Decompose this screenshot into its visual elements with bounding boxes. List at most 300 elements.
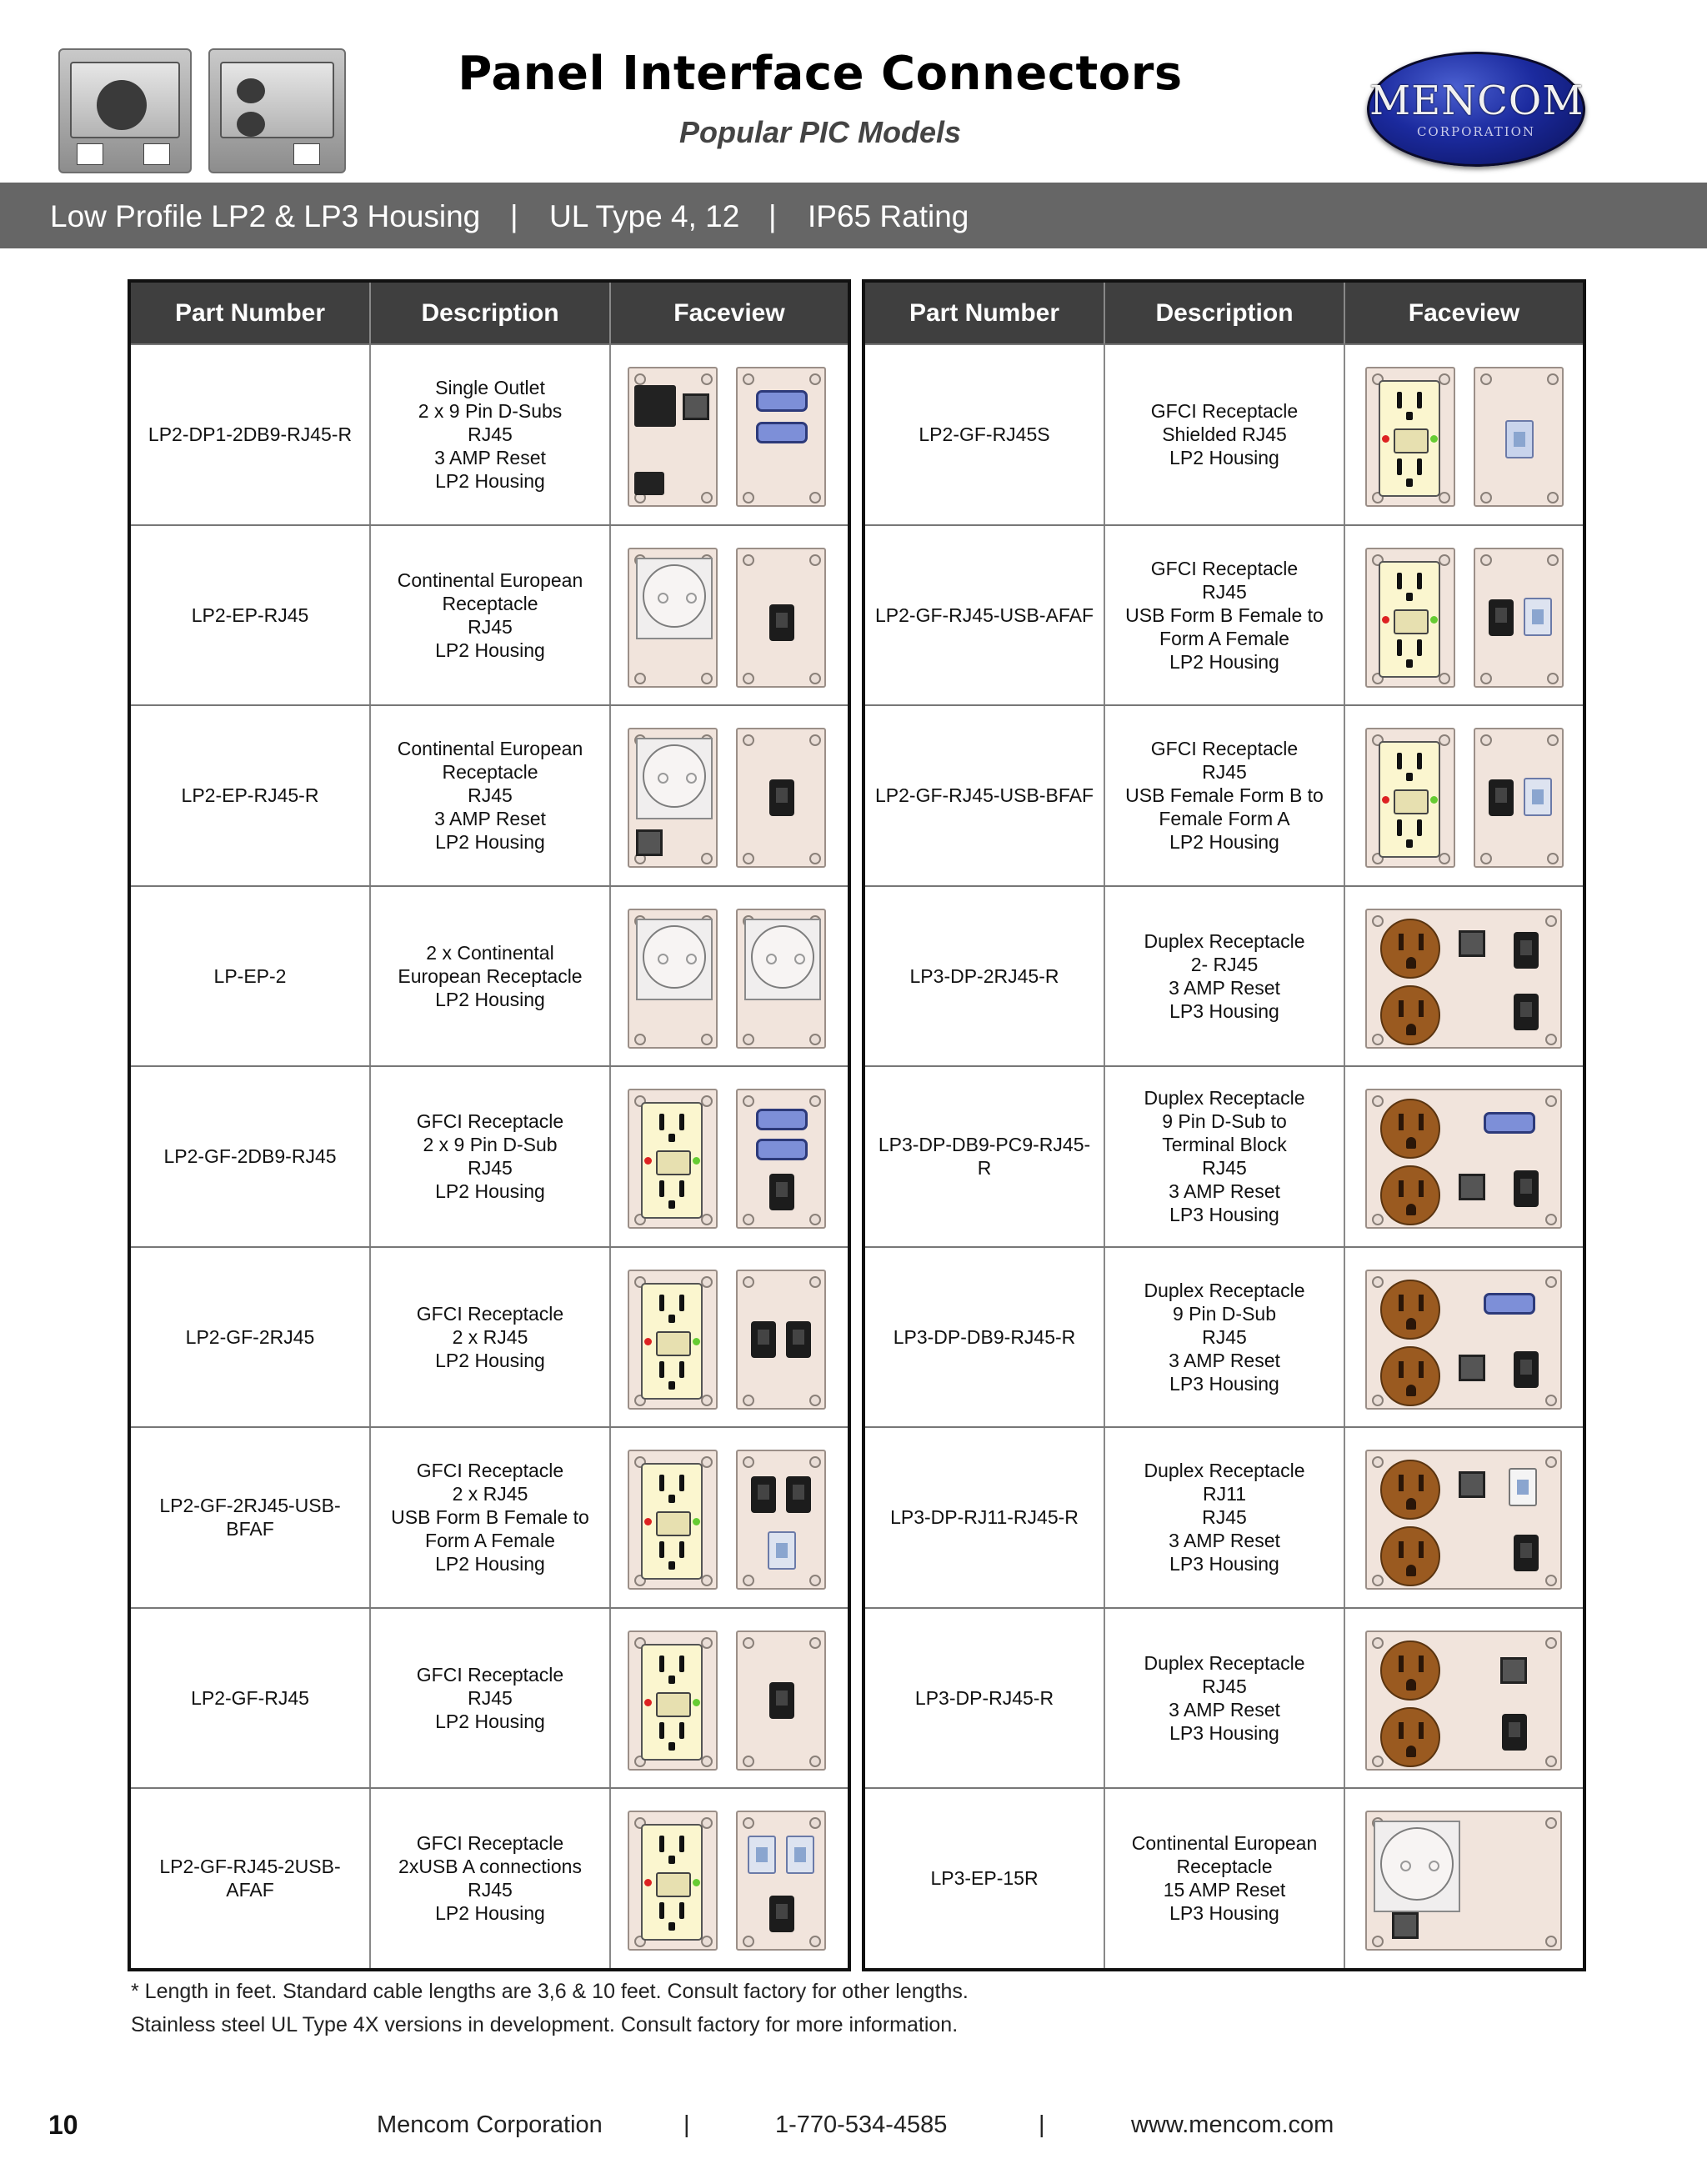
pin-hole: [658, 593, 668, 604]
screw-icon: [1545, 915, 1557, 927]
indicator-green: [693, 1157, 700, 1165]
outlet-slot: [1399, 1180, 1404, 1197]
housing-plate: [1365, 1089, 1562, 1229]
rj11-connector-icon: [1509, 1468, 1537, 1506]
description-line: GFCI Receptacle: [416, 1460, 564, 1482]
screw-icon: [809, 1276, 821, 1288]
screw-icon: [809, 1575, 821, 1586]
screw-icon: [809, 1214, 821, 1225]
description-line: Form A Female: [1159, 627, 1289, 649]
gfci-test-reset-button: [656, 1872, 691, 1897]
screw-icon: [1372, 1034, 1384, 1045]
faceview-cell: [611, 1609, 848, 1788]
description-cell: [371, 1067, 611, 1246]
gfci-test-reset-button: [1394, 789, 1429, 814]
housing-plate: [1474, 728, 1564, 868]
usb-connector-icon: [786, 1836, 814, 1874]
screw-icon: [1545, 1756, 1557, 1767]
db9-connector-icon: [756, 390, 808, 412]
outlet-slot: [1397, 458, 1402, 475]
description-cell: [371, 1609, 611, 1788]
euro-receptacle-icon: [643, 925, 706, 989]
outlet-slot: [668, 1742, 675, 1751]
column-header-part-number: Part Number: [865, 283, 1105, 343]
screw-icon: [701, 1637, 713, 1649]
description-line: Receptacle: [1176, 1856, 1273, 1878]
description-line: Receptacle: [442, 592, 538, 614]
housing-plate: [628, 367, 718, 507]
screw-icon: [809, 734, 821, 746]
screw-icon: [809, 373, 821, 385]
outlet-slot: [1419, 1722, 1424, 1739]
table-row: [865, 1426, 1583, 1607]
outlet-slot: [1397, 392, 1402, 408]
screw-icon: [1372, 1456, 1384, 1468]
outlet-ground: [1406, 1024, 1416, 1035]
screw-icon: [1372, 915, 1384, 927]
outlet-slot: [1406, 412, 1413, 420]
screw-icon: [1545, 1214, 1557, 1225]
reset-icon: [634, 472, 664, 495]
outlet-slot: [659, 1722, 664, 1739]
gfci-receptacle-icon: [641, 1283, 703, 1400]
description-line: USB Female Form B to: [1125, 784, 1324, 807]
description-line: Duplex Receptacle: [1144, 929, 1305, 952]
outlet-slot: [1406, 593, 1413, 601]
housing-plate: [1365, 367, 1455, 507]
description-line: RJ11: [1203, 1483, 1246, 1505]
part-number-cell: LP3-DP-RJ11-RJ45-R: [865, 1428, 1105, 1607]
banner-housing: Low Profile LP2 & LP3 Housing: [50, 199, 481, 233]
outlet-slot: [668, 1495, 675, 1503]
part-number-cell: LP2-EP-RJ45: [131, 526, 371, 705]
description-line: RJ45: [468, 615, 513, 638]
screw-icon: [634, 673, 646, 684]
screw-icon: [743, 1637, 754, 1649]
outlet-slot: [1397, 639, 1402, 656]
duplex-outlet-icon: [1380, 985, 1440, 1045]
gfci-test-reset-button: [656, 1511, 691, 1536]
indicator-red: [1382, 616, 1389, 624]
db9-connector-icon: [1484, 1293, 1535, 1315]
screw-icon: [1372, 1936, 1384, 1947]
housing-plate: [628, 1450, 718, 1590]
outlet-slot: [679, 1656, 684, 1672]
footer-separator: |: [1039, 2111, 1045, 2138]
rj45-connector-icon: [769, 1682, 794, 1719]
pin-hole: [686, 593, 697, 604]
indicator-green: [693, 1338, 700, 1345]
description-line: LP2 Housing: [435, 1902, 545, 1925]
outlet-slot: [668, 1200, 675, 1209]
outlet-slot: [1406, 839, 1413, 848]
screw-icon: [743, 1276, 754, 1288]
description-line: LP2 Housing: [435, 1349, 545, 1371]
duplex-outlet-icon: [1380, 1460, 1440, 1520]
description-cell: [1105, 887, 1345, 1066]
screw-icon: [1545, 1395, 1557, 1406]
outlet-ground: [1406, 1385, 1416, 1396]
description-line: Receptacle: [442, 761, 538, 784]
rj45-connector-icon: [1514, 994, 1539, 1030]
table-header: [865, 283, 1583, 343]
housing-plate: [628, 548, 718, 688]
description-line: 2 x RJ45: [452, 1483, 528, 1505]
housing-plate: [628, 909, 718, 1049]
outlet-slot: [1417, 458, 1422, 475]
description-line: RJ45: [1202, 1325, 1247, 1348]
table-row: [131, 343, 848, 524]
outlet-ground: [1406, 1679, 1416, 1691]
outlet-icon: [634, 385, 676, 427]
part-number-cell: LP2-GF-RJ45: [131, 1609, 371, 1788]
table-row: [131, 704, 848, 885]
pin-hole: [686, 773, 697, 784]
description-line: GFCI Receptacle: [416, 1832, 564, 1855]
faceview-cell: [1345, 1067, 1583, 1246]
reset-button-icon: [636, 829, 663, 856]
housing-plate: [1365, 1270, 1562, 1410]
pin-hole: [658, 773, 668, 784]
screw-icon: [701, 1456, 713, 1468]
outlet-slot: [1399, 1475, 1404, 1491]
description-line: RJ45: [468, 784, 513, 807]
rj45-connector-icon: [1489, 779, 1514, 816]
description-line: LP2 Housing: [435, 831, 545, 854]
part-number-cell: LP2-GF-RJ45-USB-BFAF: [865, 706, 1105, 885]
description-line: LP2 Housing: [1169, 447, 1279, 469]
part-number-cell: LP2-GF-RJ45-USB-AFAF: [865, 526, 1105, 705]
screw-icon: [634, 373, 646, 385]
description-line: European Receptacle: [398, 964, 583, 987]
screw-icon: [1545, 1456, 1557, 1468]
rj45-connector-icon: [1489, 599, 1514, 636]
indicator-red: [1382, 796, 1389, 804]
usb-connector-icon: [768, 1531, 796, 1570]
indicator-green: [693, 1879, 700, 1886]
description-line: LP2 Housing: [435, 639, 545, 661]
outlet-slot: [679, 1295, 684, 1311]
screw-icon: [701, 1214, 713, 1225]
euro-receptacle-frame: [636, 919, 713, 1000]
description-line: Female Form A: [1159, 808, 1290, 830]
table-row: [865, 343, 1583, 524]
housing-plate: [736, 728, 826, 868]
screw-icon: [701, 492, 713, 503]
table-row: [131, 1607, 848, 1788]
outlet-slot: [1417, 639, 1422, 656]
housing-plate: [736, 548, 826, 688]
housing-plate: [628, 1811, 718, 1951]
screw-icon: [743, 373, 754, 385]
faceview-cell: [611, 887, 848, 1066]
screw-icon: [1439, 373, 1450, 385]
housing-plate: [736, 1089, 826, 1229]
faceview-cell: [1345, 706, 1583, 885]
screw-icon: [701, 1034, 713, 1045]
table-row: [865, 524, 1583, 705]
euro-receptacle-icon: [643, 564, 706, 628]
screw-icon: [1372, 1276, 1384, 1288]
description-line: Duplex Receptacle: [1144, 1460, 1305, 1482]
screw-icon: [743, 734, 754, 746]
screw-icon: [743, 1034, 754, 1045]
screw-icon: [809, 1395, 821, 1406]
gfci-test-reset-button: [656, 1150, 691, 1175]
part-number-cell: LP-EP-2: [131, 887, 371, 1066]
duplex-outlet-icon: [1380, 1165, 1440, 1225]
screw-icon: [809, 673, 821, 684]
screw-icon: [1547, 673, 1559, 684]
outlet-slot: [668, 1561, 675, 1570]
outlet-slot: [1419, 1361, 1424, 1378]
screw-icon: [743, 853, 754, 864]
outlet-slot: [679, 1902, 684, 1919]
screw-icon: [743, 1936, 754, 1947]
screw-icon: [1545, 1276, 1557, 1288]
outlet-slot: [659, 1295, 664, 1311]
screw-icon: [743, 554, 754, 566]
outlet-slot: [659, 1361, 664, 1378]
outlet-slot: [659, 1656, 664, 1672]
screw-icon: [1480, 492, 1492, 503]
part-number-cell: LP2-GF-RJ45-2USB-AFAF: [131, 1789, 371, 1968]
description-line: LP2 Housing: [1169, 650, 1279, 673]
description-line: Continental European: [397, 569, 583, 591]
description-line: Duplex Receptacle: [1144, 1087, 1305, 1110]
outlet-ground: [1406, 1498, 1416, 1510]
screw-icon: [701, 1817, 713, 1829]
description-line: Single Outlet: [435, 377, 545, 399]
description-line: Form A Female: [425, 1530, 555, 1552]
faceview-cell: [1345, 887, 1583, 1066]
description-line: LP2 Housing: [435, 1180, 545, 1203]
housing-plate: [1365, 1450, 1562, 1590]
indicator-green: [1430, 616, 1438, 624]
outlet-ground: [1406, 1318, 1416, 1330]
screw-icon: [809, 492, 821, 503]
description-line: RJ45: [1202, 1506, 1247, 1529]
outlet-slot: [668, 1315, 675, 1323]
part-number-cell: LP2-GF-2DB9-RJ45: [131, 1067, 371, 1246]
rj45-connector-icon: [751, 1476, 776, 1513]
outlet-slot: [659, 1475, 664, 1491]
housing-plate: [1365, 909, 1562, 1049]
screw-icon: [809, 853, 821, 864]
table-header: [131, 283, 848, 343]
outlet-slot: [679, 1180, 684, 1197]
housing-plate: [628, 1270, 718, 1410]
logo-name: MENCOM: [1369, 78, 1584, 124]
screw-icon: [1439, 492, 1450, 503]
rj45-connector-icon: [1514, 1351, 1539, 1388]
indicator-green: [1430, 435, 1438, 443]
indicator-red: [644, 1338, 652, 1345]
parts-table-right: [862, 279, 1586, 1971]
description-line: GFCI Receptacle: [416, 1302, 564, 1325]
description-line: RJ45: [1202, 1157, 1247, 1180]
description-line: Shielded RJ45: [1162, 423, 1287, 446]
outlet-slot: [1399, 1722, 1404, 1739]
reset-button-icon: [1392, 1912, 1419, 1939]
db9-connector-icon: [756, 1139, 808, 1160]
description-line: RJ45: [468, 1157, 513, 1180]
faceview-cell: [611, 706, 848, 885]
description-cell: [1105, 1428, 1345, 1607]
footer-separator: |: [683, 2111, 690, 2138]
usb-connector-icon: [1524, 778, 1552, 816]
rj45-connector-icon: [1514, 932, 1539, 969]
outlet-ground: [1406, 1565, 1416, 1576]
shielded-rj45-icon: [1505, 420, 1534, 458]
table-row: [865, 1246, 1583, 1427]
part-number-cell: LP2-GF-2RJ45: [131, 1248, 371, 1427]
screw-icon: [1480, 734, 1492, 746]
description-line: 2 x Continental: [426, 941, 554, 964]
outlet-slot: [1406, 478, 1413, 487]
screw-icon: [743, 673, 754, 684]
page-number: 10: [48, 2110, 78, 2140]
outlet-slot: [1419, 1000, 1424, 1017]
gfci-test-reset-button: [656, 1692, 691, 1717]
rj45-connector-icon: [769, 1174, 794, 1210]
description-line: 3 AMP Reset: [434, 447, 546, 469]
housing-plate: [736, 909, 826, 1049]
duplex-outlet-icon: [1380, 1346, 1440, 1406]
indicator-red: [644, 1879, 652, 1886]
outlet-slot: [659, 1541, 664, 1558]
screw-icon: [701, 1936, 713, 1947]
faceview-cell: [611, 345, 848, 524]
db9-connector-icon: [756, 1109, 808, 1130]
housing-plate: [1365, 548, 1455, 688]
column-header-description: Description: [371, 283, 611, 343]
description-line: 3 AMP Reset: [1169, 1698, 1280, 1721]
description-line: Terminal Block: [1162, 1134, 1287, 1156]
description-line: LP3 Housing: [1169, 1372, 1279, 1395]
pin-hole: [1429, 1861, 1439, 1871]
faceview-cell: [1345, 1428, 1583, 1607]
screw-icon: [1547, 554, 1559, 566]
outlet-slot: [679, 1114, 684, 1130]
table-row: [131, 885, 848, 1066]
screw-icon: [743, 1817, 754, 1829]
euro-receptacle-icon: [643, 744, 706, 808]
description-line: Continental European: [397, 738, 583, 760]
outlet-slot: [1399, 1295, 1404, 1311]
housing-plate: [1474, 367, 1564, 507]
part-number-cell: LP3-DP-RJ45-R: [865, 1609, 1105, 1788]
housing-plate: [736, 1270, 826, 1410]
db9-connector-icon: [1484, 1112, 1535, 1134]
outlet-slot: [679, 1722, 684, 1739]
table-row: [865, 1607, 1583, 1788]
footnote-cable-lengths: * Length in feet. Standard cable lengths are 3,6 & 10 feet. Consult factory for other lengths.: [131, 1980, 969, 2003]
pin-hole: [658, 954, 668, 964]
description-line: 3 AMP Reset: [1169, 1180, 1280, 1203]
description-cell: [371, 345, 611, 524]
outlet-ground: [1406, 957, 1416, 969]
screw-icon: [1439, 673, 1450, 684]
gfci-test-reset-button: [1394, 428, 1429, 453]
pin-hole: [686, 954, 697, 964]
faceview-cell: [1345, 1789, 1583, 1968]
description-cell: [371, 526, 611, 705]
outlet-slot: [659, 1836, 664, 1852]
outlet-slot: [679, 1541, 684, 1558]
outlet-slot: [1419, 1475, 1424, 1491]
screw-icon: [1480, 373, 1492, 385]
description-line: RJ45: [468, 1686, 513, 1709]
screw-icon: [1547, 734, 1559, 746]
description-line: RJ45: [468, 1879, 513, 1901]
description-line: 9 Pin D-Sub: [1172, 1302, 1276, 1325]
part-number-cell: LP2-GF-2RJ45-USB-BFAF: [131, 1428, 371, 1607]
spec-banner: [0, 183, 1707, 248]
housing-plate: [628, 1630, 718, 1771]
outlet-slot: [1397, 753, 1402, 769]
description-line: 2 x 9 Pin D-Subs: [418, 400, 563, 423]
description-line: LP2 Housing: [435, 470, 545, 493]
description-line: GFCI Receptacle: [1150, 557, 1299, 579]
faceview-cell: [1345, 1609, 1583, 1788]
rj45-connector-icon: [1514, 1170, 1539, 1207]
duplex-outlet-icon: [1380, 1707, 1440, 1767]
screw-icon: [1372, 1095, 1384, 1107]
description-line: LP2 Housing: [435, 1710, 545, 1732]
outlet-slot: [1399, 1361, 1404, 1378]
outlet-slot: [1417, 573, 1422, 589]
part-number-cell: LP3-DP-DB9-PC9-RJ45-R: [865, 1067, 1105, 1246]
screw-icon: [1545, 1034, 1557, 1045]
column-header-description: Description: [1105, 283, 1345, 343]
screw-icon: [1547, 853, 1559, 864]
table-row: [865, 1065, 1583, 1246]
screw-icon: [1439, 734, 1450, 746]
faceview-cell: [1345, 526, 1583, 705]
reset-button-icon: [1459, 930, 1485, 957]
screw-icon: [809, 1756, 821, 1767]
screw-icon: [809, 1034, 821, 1045]
description-cell: [1105, 526, 1345, 705]
screw-icon: [1439, 853, 1450, 864]
outlet-slot: [668, 1856, 675, 1864]
outlet-slot: [1417, 753, 1422, 769]
outlet-slot: [1419, 1541, 1424, 1558]
euro-receptacle-frame: [636, 738, 713, 819]
screw-icon: [1545, 1936, 1557, 1947]
outlet-slot: [1419, 1180, 1424, 1197]
screw-icon: [809, 1817, 821, 1829]
screw-icon: [701, 1095, 713, 1107]
part-number-cell: LP2-DP1-2DB9-RJ45-R: [131, 345, 371, 524]
description-cell: [371, 887, 611, 1066]
pin-hole: [1400, 1861, 1411, 1871]
description-line: 2 x 9 Pin D-Sub: [423, 1134, 558, 1156]
table-body: [865, 343, 1583, 1968]
faceview-cell: [1345, 345, 1583, 524]
description-cell: [1105, 706, 1345, 885]
rj45-connector-icon: [769, 604, 794, 641]
outlet-slot: [1399, 1541, 1404, 1558]
housing-plate: [1365, 1811, 1562, 1951]
screw-icon: [1545, 1637, 1557, 1649]
description-line: LP3 Housing: [1169, 1204, 1279, 1226]
outlet-slot: [1419, 934, 1424, 950]
outlet-slot: [668, 1922, 675, 1931]
outlet-slot: [679, 1361, 684, 1378]
euro-receptacle-icon: [1380, 1827, 1454, 1901]
